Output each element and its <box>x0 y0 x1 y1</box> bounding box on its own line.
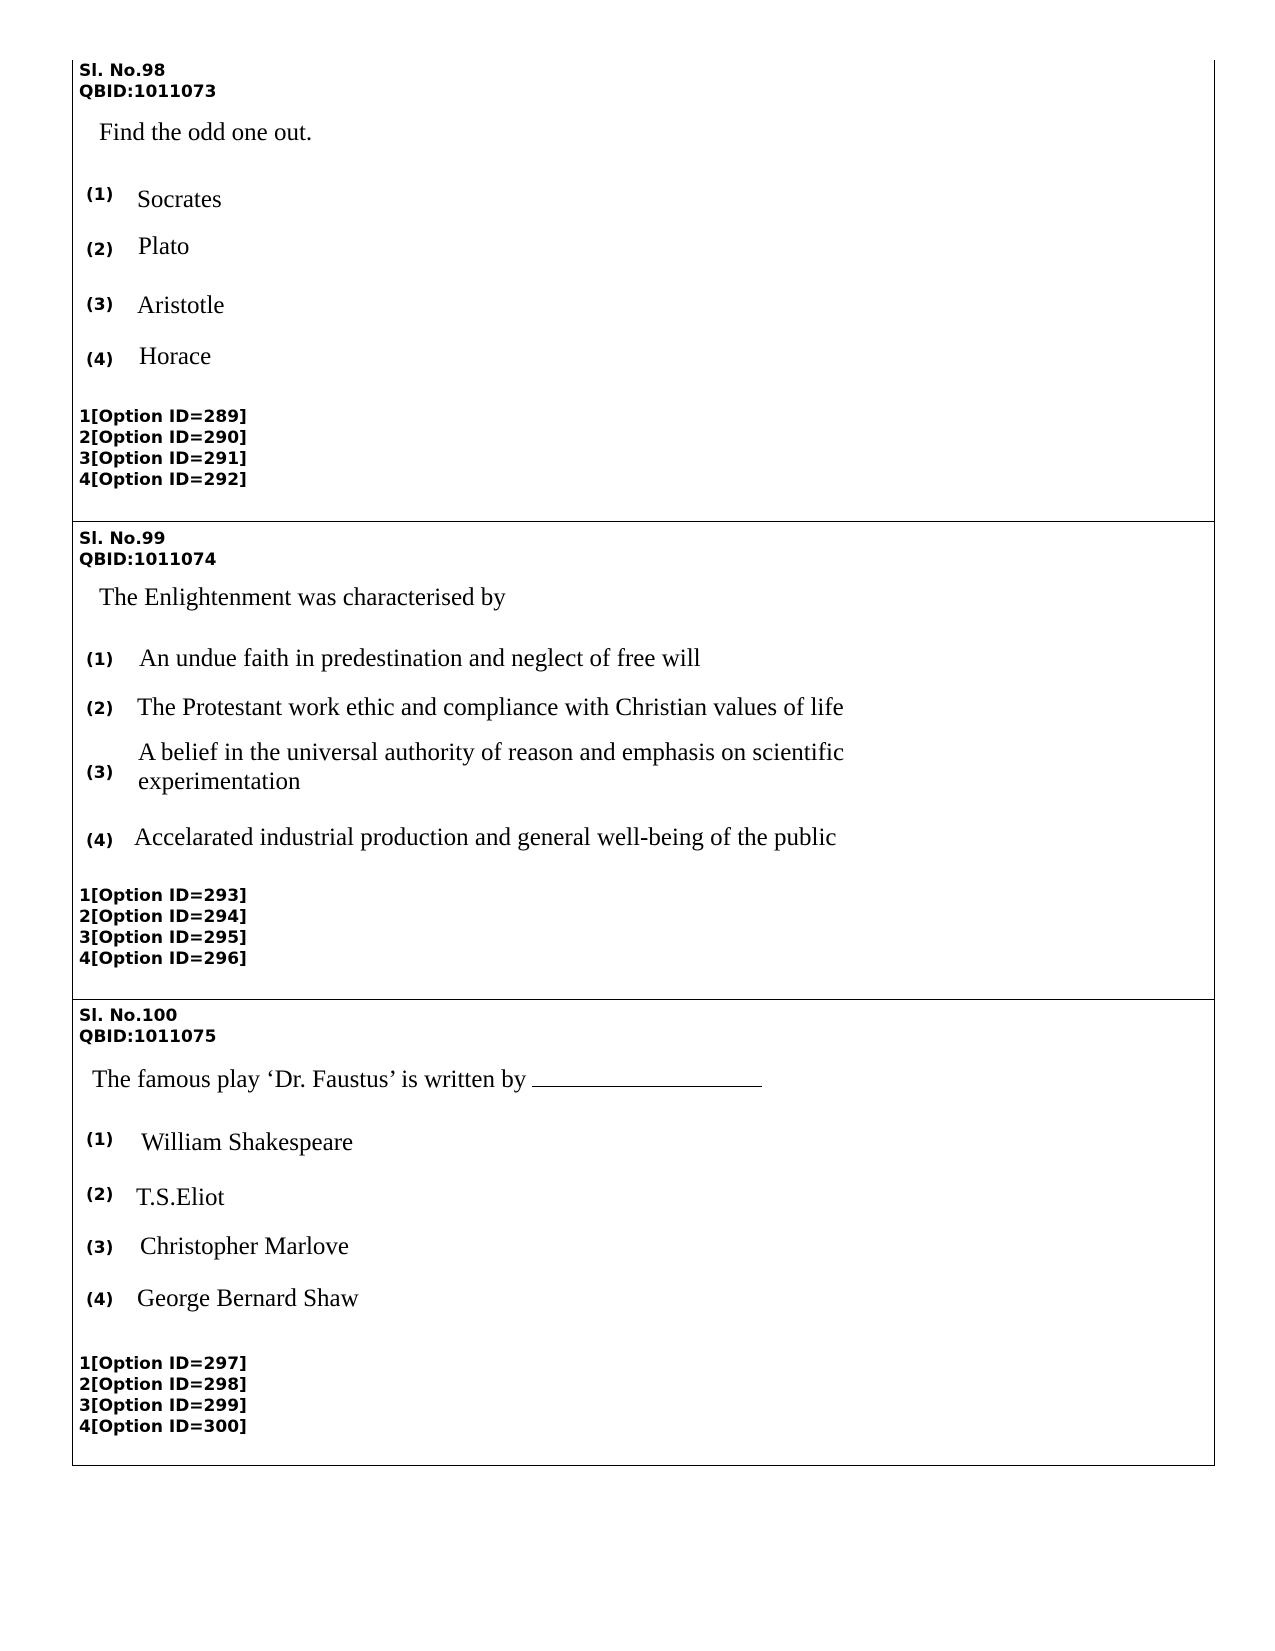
option-id-3: 3[Option ID=299] <box>79 1396 247 1416</box>
question-block-100 <box>72 1000 1215 1466</box>
option-text: Socrates <box>137 186 222 213</box>
option-id-4: 4[Option ID=296] <box>79 949 247 969</box>
option-number: (4) <box>86 831 114 851</box>
option-id-3: 3[Option ID=295] <box>79 928 247 948</box>
option-number: (2) <box>86 1185 114 1205</box>
option-number: (1) <box>86 650 114 670</box>
option-text: T.S.Eliot <box>136 1184 225 1211</box>
option-id-2: 2[Option ID=298] <box>79 1375 247 1395</box>
option-number: (3) <box>86 1238 114 1258</box>
option-text: A belief in the universal authority of reason and emphasis on scientific <box>138 739 845 766</box>
option-id-4: 4[Option ID=292] <box>79 470 247 490</box>
option-text: The Protestant work ethic and compliance with Christian values of life <box>137 694 844 721</box>
serial-number: Sl. No.98 <box>79 61 166 81</box>
option-number: (3) <box>86 295 114 315</box>
option-text: Plato <box>138 233 190 260</box>
question-sheet <box>72 60 1215 1466</box>
question-block-99 <box>72 522 1215 1000</box>
option-number: (1) <box>86 1130 114 1150</box>
option-text: Horace <box>139 343 212 370</box>
option-id-2: 2[Option ID=290] <box>79 428 247 448</box>
option-number: (2) <box>86 240 114 260</box>
question-text: Find the odd one out. <box>99 119 313 146</box>
option-id-1: 1[Option ID=293] <box>79 886 247 906</box>
option-number: (4) <box>86 350 114 370</box>
option-id-4: 4[Option ID=300] <box>79 1417 247 1437</box>
option-id-3: 3[Option ID=291] <box>79 449 247 469</box>
option-text: Aristotle <box>137 292 225 319</box>
qbid: QBID:1011074 <box>79 550 217 570</box>
option-text-continued: experimentation <box>138 768 301 795</box>
qbid: QBID:1011075 <box>79 1027 217 1047</box>
question-text-line <box>92 1062 762 1095</box>
option-number: (1) <box>86 185 114 205</box>
answer-blank <box>532 1062 762 1087</box>
option-text: Christopher Marlove <box>140 1233 349 1260</box>
option-number: (3) <box>86 763 114 783</box>
question-text: The Enlightenment was characterised by <box>99 584 506 611</box>
qbid: QBID:1011073 <box>79 82 217 102</box>
option-text: An undue faith in predestination and neglect of free will <box>139 645 701 672</box>
option-number: (2) <box>86 699 114 719</box>
option-id-1: 1[Option ID=297] <box>79 1354 247 1374</box>
option-text: George Bernard Shaw <box>137 1285 359 1312</box>
question-text: The famous play ‘Dr. Faustus’ is written by <box>92 1066 527 1093</box>
option-id-1: 1[Option ID=289] <box>79 407 247 427</box>
serial-number: Sl. No.99 <box>79 529 166 549</box>
question-block-98 <box>72 60 1215 522</box>
option-text: William Shakespeare <box>141 1129 354 1156</box>
option-id-2: 2[Option ID=294] <box>79 907 247 927</box>
option-text: Accelarated industrial production and general well-being of the public <box>134 824 837 851</box>
option-number: (4) <box>86 1290 114 1310</box>
serial-number: Sl. No.100 <box>79 1006 178 1026</box>
